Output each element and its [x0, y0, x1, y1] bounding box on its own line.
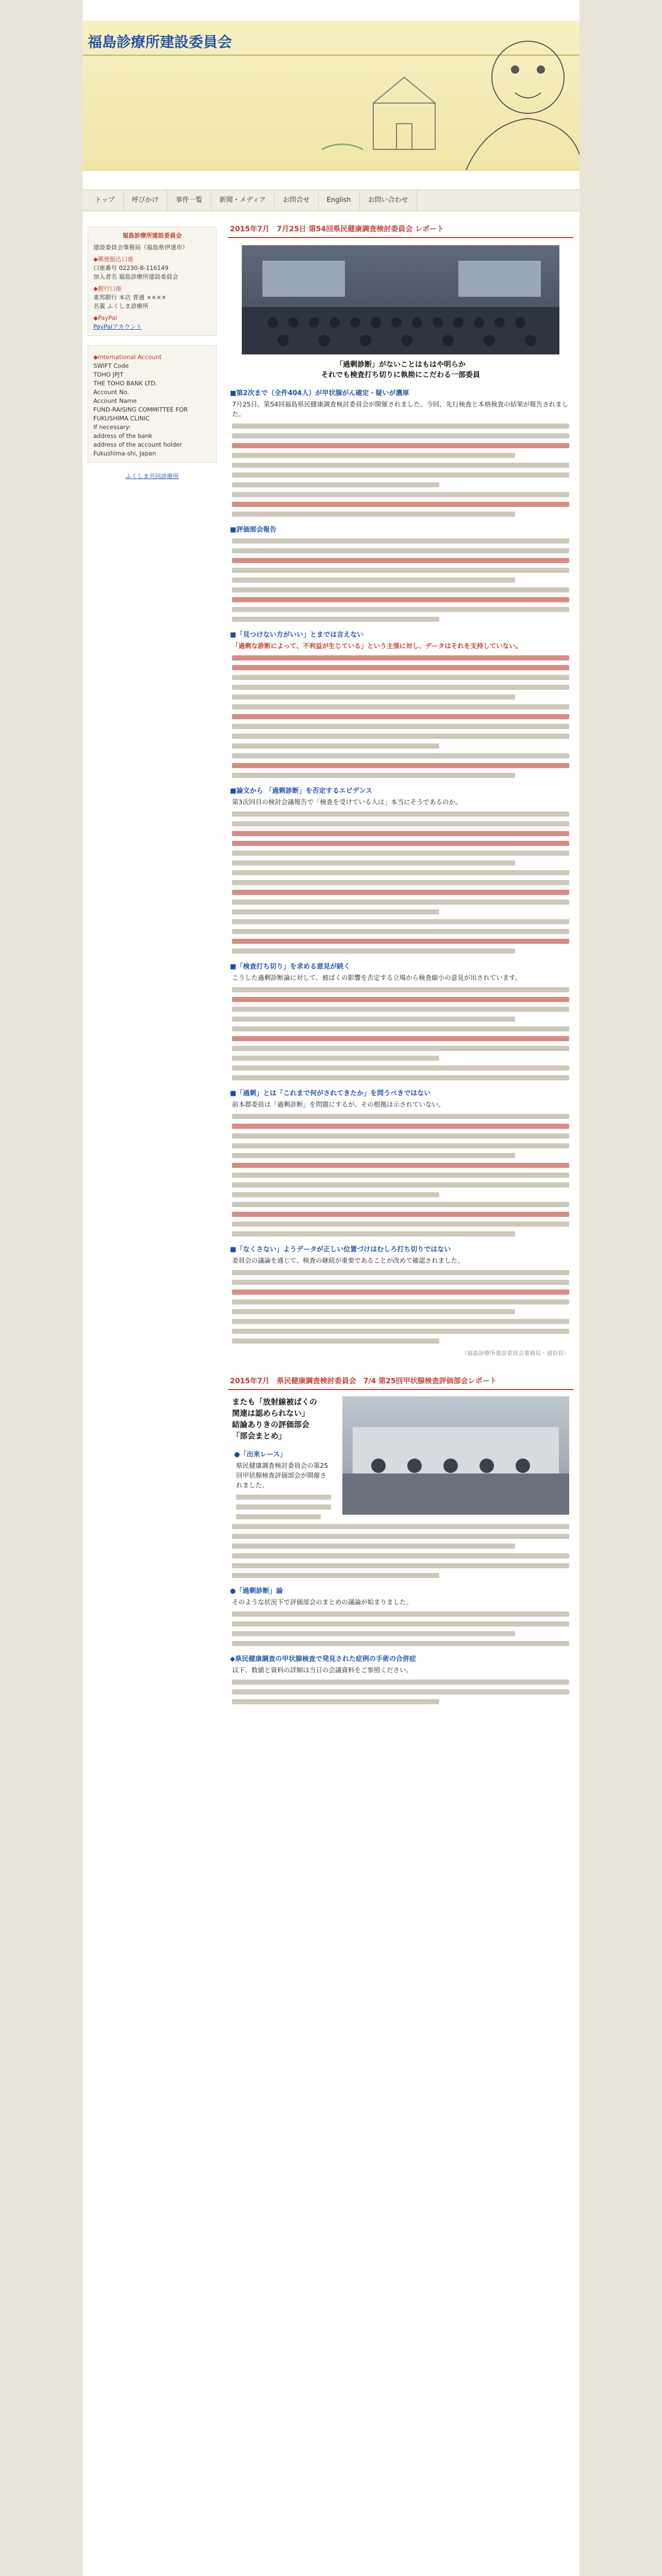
text-line: [232, 997, 569, 1002]
sidebar-info-line: 名義 ふくしま診療所: [93, 302, 149, 310]
text-line: [232, 1114, 569, 1119]
text-line: [232, 1309, 515, 1314]
section-heading: ■「見つけない方がいい」とまでは言えない: [230, 631, 364, 639]
site-title[interactable]: 福島診療所建設委員会: [88, 33, 233, 50]
section-heading: ●「出来レース」: [234, 1451, 287, 1459]
text-line: [232, 1153, 515, 1158]
text-line: [232, 1270, 569, 1275]
photo-caption-line-1: 「過剰診断」がないことはもはや明らか: [336, 361, 466, 369]
text-line: [232, 1553, 569, 1558]
text-line: [232, 1299, 569, 1304]
sidebar-intl-line: Account Name: [93, 397, 137, 404]
sidebar-info-line: 加入者名 福島診療所建設委員会: [93, 273, 178, 280]
text-line: [232, 1192, 439, 1197]
text-line: [232, 472, 569, 478]
text-line: [232, 1680, 569, 1685]
text-line: [232, 821, 569, 826]
text-line: [232, 568, 569, 573]
text-line: [232, 482, 439, 487]
nav-item-appeal[interactable]: 呼びかけ: [124, 190, 168, 211]
text-line: [232, 685, 569, 690]
text-line: [236, 1504, 331, 1510]
text-line: [232, 423, 569, 429]
text-line: [232, 724, 569, 729]
sidebar-intl-line: SWIFT Code: [93, 362, 129, 369]
text-line: [232, 1524, 569, 1529]
text-line: [232, 578, 515, 583]
sidebar-intl-line: Fukushima-shi, Japan: [93, 450, 156, 457]
text-line: [232, 763, 569, 768]
text-line: [232, 1163, 569, 1168]
text-line: [232, 890, 569, 895]
post-2-headline: [232, 1396, 335, 1519]
text-line: [232, 880, 569, 885]
sidebar-info-line: 建設委員会事務局（福島県伊達市）: [93, 244, 188, 251]
text-line: [232, 538, 569, 544]
section-heading: ■第2次まで（全件404人）が甲状腺がん確定・疑いが濃厚: [230, 389, 409, 397]
text-line: [232, 948, 515, 954]
nav-item-inquiry[interactable]: お問い合わせ: [360, 190, 417, 211]
sidebar-intl-line: FUKUSHIMA CLINIC: [93, 415, 150, 422]
text-line: [232, 987, 569, 992]
nav-item-media[interactable]: 新聞・メディア: [211, 190, 275, 211]
headline-line: 結論ありきの評価部会: [232, 1420, 310, 1429]
text-line: [232, 1621, 569, 1626]
text-line: [232, 1563, 569, 1568]
section-heading: ■「検査打ち切り」を求める意見が続く: [230, 963, 351, 971]
headline-line: 関連は認められない」: [232, 1409, 310, 1418]
text-line: [232, 463, 569, 468]
text-line: [232, 1329, 569, 1334]
text-line: [232, 851, 569, 856]
text-line: [232, 655, 569, 660]
post-title[interactable]: 2015年7月 県民健康調査検討委員会 7/4 第25回甲状腺検査評価部会レポート: [228, 1372, 573, 1390]
nav-item-english[interactable]: English: [319, 190, 360, 211]
text-line: [232, 492, 569, 497]
paragraph: 7月25日、第54回福島県民健康調査検討委員会が開催されました。今回、先行検査と本格検査の結果が報告されました。: [232, 400, 569, 418]
sidebar-intl-heading: ◆International Account: [93, 353, 162, 361]
text-line: [232, 1026, 569, 1031]
text-line: [232, 1231, 515, 1236]
text-line: [232, 704, 569, 709]
sidebar-intl-line: TOHO JPJT: [93, 371, 124, 378]
text-line: [232, 1182, 569, 1188]
text-line: [232, 939, 569, 944]
text-line: [232, 841, 569, 846]
text-line: [232, 1124, 569, 1129]
sidebar-info-box: [88, 227, 217, 336]
text-line: [232, 607, 569, 612]
paragraph: 前本郡委員は「過剰診断」を問題にするが、その根拠は示されていない。: [232, 1100, 445, 1108]
meeting-photo: [242, 245, 559, 354]
text-line: [232, 909, 439, 914]
text-line: [232, 929, 569, 934]
text-line: [232, 433, 569, 438]
post-footer: （福島診療所建設委員会事務局・通信員）: [461, 1350, 569, 1357]
sidebar-info-line: ◆郵便振込口座: [93, 256, 134, 263]
text-line: [232, 1319, 569, 1324]
section-heading: ◆県民健康調査の甲状腺検査で発見された症例の手術の合併症: [230, 1655, 416, 1663]
text-line: [232, 1202, 569, 1207]
text-line: [232, 1173, 569, 1178]
nav-item-top[interactable]: トップ: [87, 190, 124, 211]
text-line: [232, 1631, 515, 1636]
text-line: [232, 694, 515, 700]
nav-item-contact[interactable]: お問合せ: [275, 190, 319, 211]
text-line: [232, 1143, 569, 1148]
text-line: [232, 1016, 515, 1022]
headline-line: またも「放射線被ばくの: [232, 1397, 318, 1406]
sidebar-info-heading: 福島診療所建設委員会: [122, 232, 182, 239]
sidebar-info-line: ◆銀行口座: [93, 285, 122, 292]
clinic-link[interactable]: ふくしま共同診療所: [125, 472, 179, 480]
paypal-link[interactable]: PayPalアカウント: [93, 323, 142, 330]
site-header: [82, 21, 580, 171]
sidebar-intl-box: [88, 345, 217, 463]
section-heading: ●「過剰診断」論: [230, 1587, 283, 1595]
post-2: [228, 1372, 573, 1704]
text-line: [236, 1495, 331, 1500]
sidebar-info-line: ◆PayPal: [93, 314, 117, 321]
text-line: [232, 617, 439, 622]
sidebar-intl-line: address of the bank: [93, 432, 153, 439]
sidebar-info-line: 東邦銀行 本店 普通 ××××: [93, 294, 167, 301]
text-line: [232, 1280, 569, 1285]
text-line: [232, 1544, 515, 1549]
text-line: [232, 1689, 569, 1694]
text-line: [232, 860, 515, 866]
text-line: [232, 443, 569, 448]
committee-photo-illustration: [342, 1396, 569, 1515]
paragraph: 以下、数値と資料の詳細は当日の会議資料をご参照ください。: [232, 1666, 413, 1674]
text-line: [232, 1036, 569, 1041]
text-line: [232, 548, 569, 553]
post-title[interactable]: 2015年7月 7月25日 第54回県民健康調査検討委員会 レポート: [228, 221, 573, 238]
committee-photo: [342, 1396, 569, 1515]
text-line: [232, 1222, 569, 1227]
text-line: [236, 1514, 321, 1519]
text-line: [232, 1573, 439, 1578]
section-heading: ■「過剰」とは「これまで何がされてきたか」を問うべきではない: [230, 1090, 431, 1097]
paragraph-highlight: 「過剰な診断によって、不利益が生じている」という主張に対し、データはそれを支持していない。: [232, 642, 522, 650]
text-line: [232, 1641, 569, 1646]
text-line: [232, 1065, 569, 1071]
text-line: [232, 587, 569, 592]
page: [82, 0, 580, 2576]
main-nav: [82, 190, 580, 211]
text-line: [232, 1290, 569, 1295]
paragraph: そのような状況下で評価部会のまとめの議論が始まりました。: [232, 1598, 413, 1606]
post-1: [228, 221, 573, 1357]
section-heading: ■論文から 「過剰診断」を否定するエビデンス: [230, 787, 373, 795]
text-line: [232, 1046, 569, 1051]
sidebar: [82, 227, 222, 481]
text-line: [232, 831, 569, 836]
text-line: [232, 900, 569, 905]
text-line: [232, 1212, 569, 1217]
text-line: [232, 1133, 569, 1139]
text-line: [232, 734, 569, 739]
text-line: [232, 512, 515, 517]
text-line: [232, 453, 515, 458]
photo-caption-line-2: それでも検査打ち切りに執拗にこだわる一部委員: [321, 371, 480, 379]
text-line: [232, 870, 569, 875]
paragraph: こうした過剰診断論に対して、被ばくの影響を否定する立場から検査縮小の意見が出されています。: [232, 974, 522, 981]
headline-line: 「部会まとめ」: [232, 1431, 287, 1440]
text-line: [232, 597, 569, 602]
text-line: [232, 753, 569, 758]
header-illustration: [311, 21, 580, 170]
paragraph: 委員会の議論を通じて、検査の継続が重要であることが改めて確認されました。: [232, 1257, 464, 1264]
text-line: [232, 1056, 439, 1061]
text-line: [232, 773, 515, 778]
text-line: [232, 1534, 569, 1539]
text-line: [232, 1007, 569, 1012]
text-line: [232, 743, 439, 749]
text-line: [232, 919, 569, 924]
text-line: [232, 1075, 569, 1080]
text-line: [232, 1612, 569, 1617]
sidebar-info-line: 口座番号 02230-8-116149: [93, 264, 169, 272]
sidebar-intl-line: THE TOHO BANK LTD.: [93, 380, 157, 387]
main-content: [228, 221, 573, 1704]
text-line: [232, 675, 569, 680]
paragraph: 県民健康調査検討委員会の第25回甲状腺検査評価部会が開催されました。: [236, 1462, 328, 1489]
sidebar-intl-line: Account No.: [93, 388, 129, 396]
section-heading: ■「なくさない」ようデータが正しい位置づけはむしろ打ち切りではない: [230, 1246, 451, 1253]
text-line: [232, 1699, 439, 1704]
paragraph: 第3次回目の検討会議報告で「検査を受けている人は」本当にそうであるのか。: [232, 798, 462, 806]
text-line: [232, 558, 569, 563]
meeting-photo-illustration: [242, 245, 559, 354]
text-line: [232, 714, 569, 719]
sidebar-intl-line: If necessary:: [93, 423, 131, 431]
post-2-intro: [232, 1396, 569, 1519]
sidebar-intl-line: address of the account holder: [93, 441, 183, 448]
text-line: [232, 665, 569, 670]
text-line: [232, 1338, 439, 1344]
text-line: [232, 502, 569, 507]
text-line: [232, 811, 569, 817]
sidebar-intl-line: FUND-RAISING COMMITTEE FOR: [93, 406, 188, 413]
section-heading: ■評価部会報告: [230, 526, 277, 534]
nav-item-cases[interactable]: 事件一覧: [168, 190, 211, 211]
